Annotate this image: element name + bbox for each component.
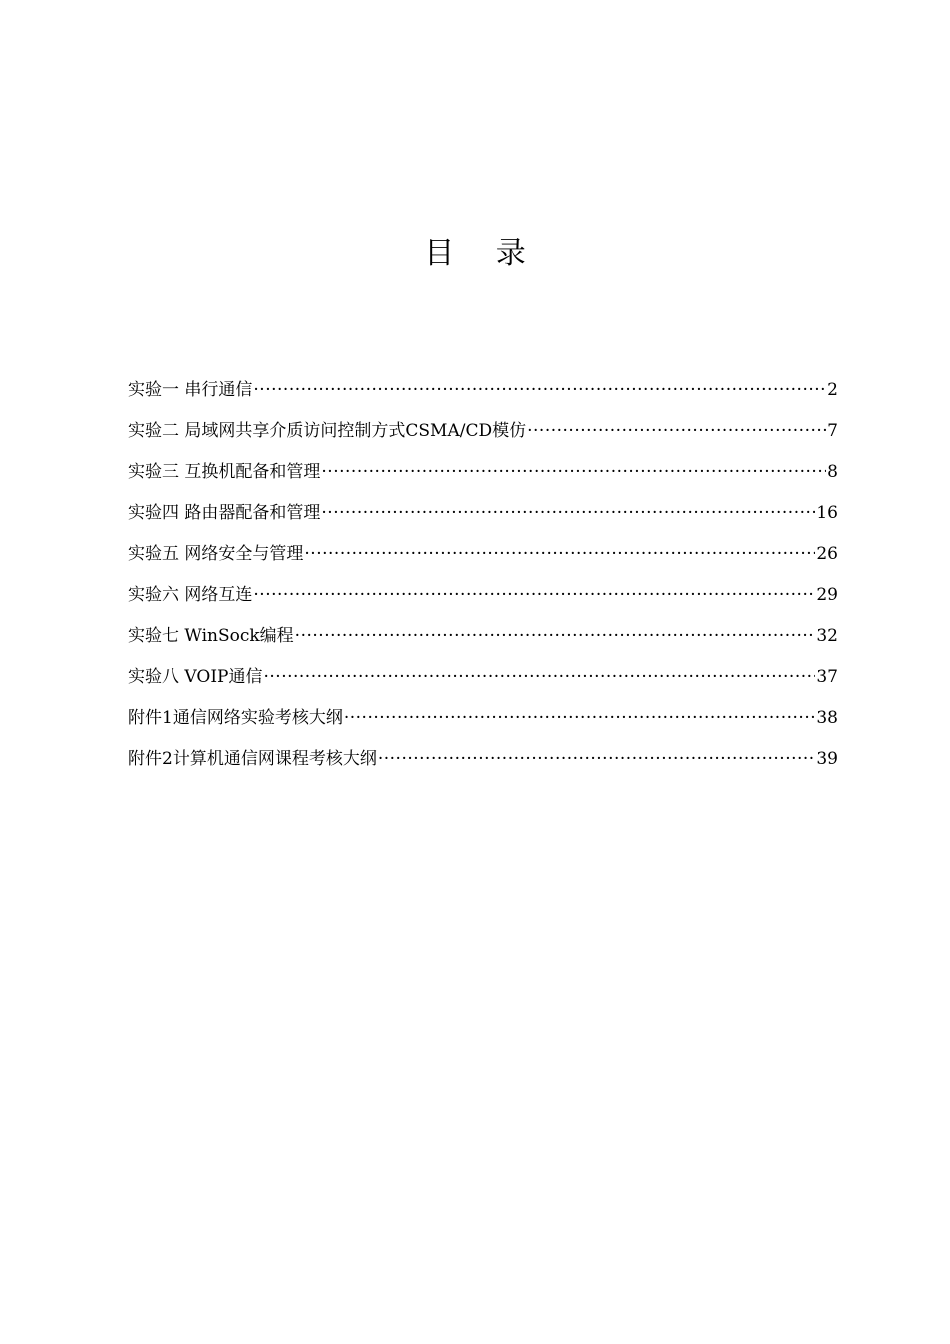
toc-entry[interactable] [128,624,838,665]
toc-entry-label: 实验五 网络安全与管理 [128,544,304,564]
toc-entry[interactable] [128,501,838,542]
toc-entry-page: 2 [827,380,838,400]
toc-leader-dots [295,624,816,648]
toc-entry-page: 26 [816,544,838,564]
toc-leader-dots [263,665,815,689]
toc-entry[interactable] [128,542,838,583]
toc-entry[interactable] [128,460,838,501]
toc-list [128,378,838,788]
toc-leader-dots [321,460,826,484]
toc-entry[interactable] [128,747,838,788]
toc-leader-dots [378,747,816,771]
toc-leader-dots [527,419,826,443]
toc-entry-label: 附件1通信网络实验考核大纲 [128,708,343,728]
toc-entry-page: 7 [827,421,838,441]
toc-title: 目 录 [424,236,542,271]
toc-entry[interactable] [128,378,838,419]
toc-leader-dots [253,583,815,607]
toc-entry[interactable] [128,665,838,706]
toc-entry-page: 8 [827,462,838,482]
toc-entry-page: 32 [816,626,838,646]
toc-entry-label: 实验三 互换机配备和管理 [128,462,321,482]
toc-leader-dots [321,501,815,525]
toc-entry-label: 实验七 WinSock编程 [128,626,294,646]
toc-entry-label: 实验八 VOIP通信 [128,667,263,687]
toc-entry[interactable] [128,706,838,747]
toc-entry-page: 38 [816,708,838,728]
toc-leader-dots [304,542,815,566]
toc-entry-page: 29 [816,585,838,605]
toc-entry[interactable] [128,419,838,460]
toc-entry-page: 16 [816,503,838,523]
toc-entry[interactable] [128,583,838,624]
toc-entry-page: 37 [816,667,838,687]
toc-entry-label: 实验二 局域网共享介质访问控制方式CSMA/CD模仿 [128,421,527,441]
toc-entry-label: 实验四 路由器配备和管理 [128,503,321,523]
toc-entry-page: 39 [816,749,838,769]
toc-entry-label: 实验一 串行通信 [128,380,253,400]
toc-leader-dots [344,706,816,730]
toc-entry-label: 实验六 网络互连 [128,585,253,605]
toc-leader-dots [253,378,826,402]
toc-entry-label: 附件2计算机通信网课程考核大纲 [128,749,377,769]
